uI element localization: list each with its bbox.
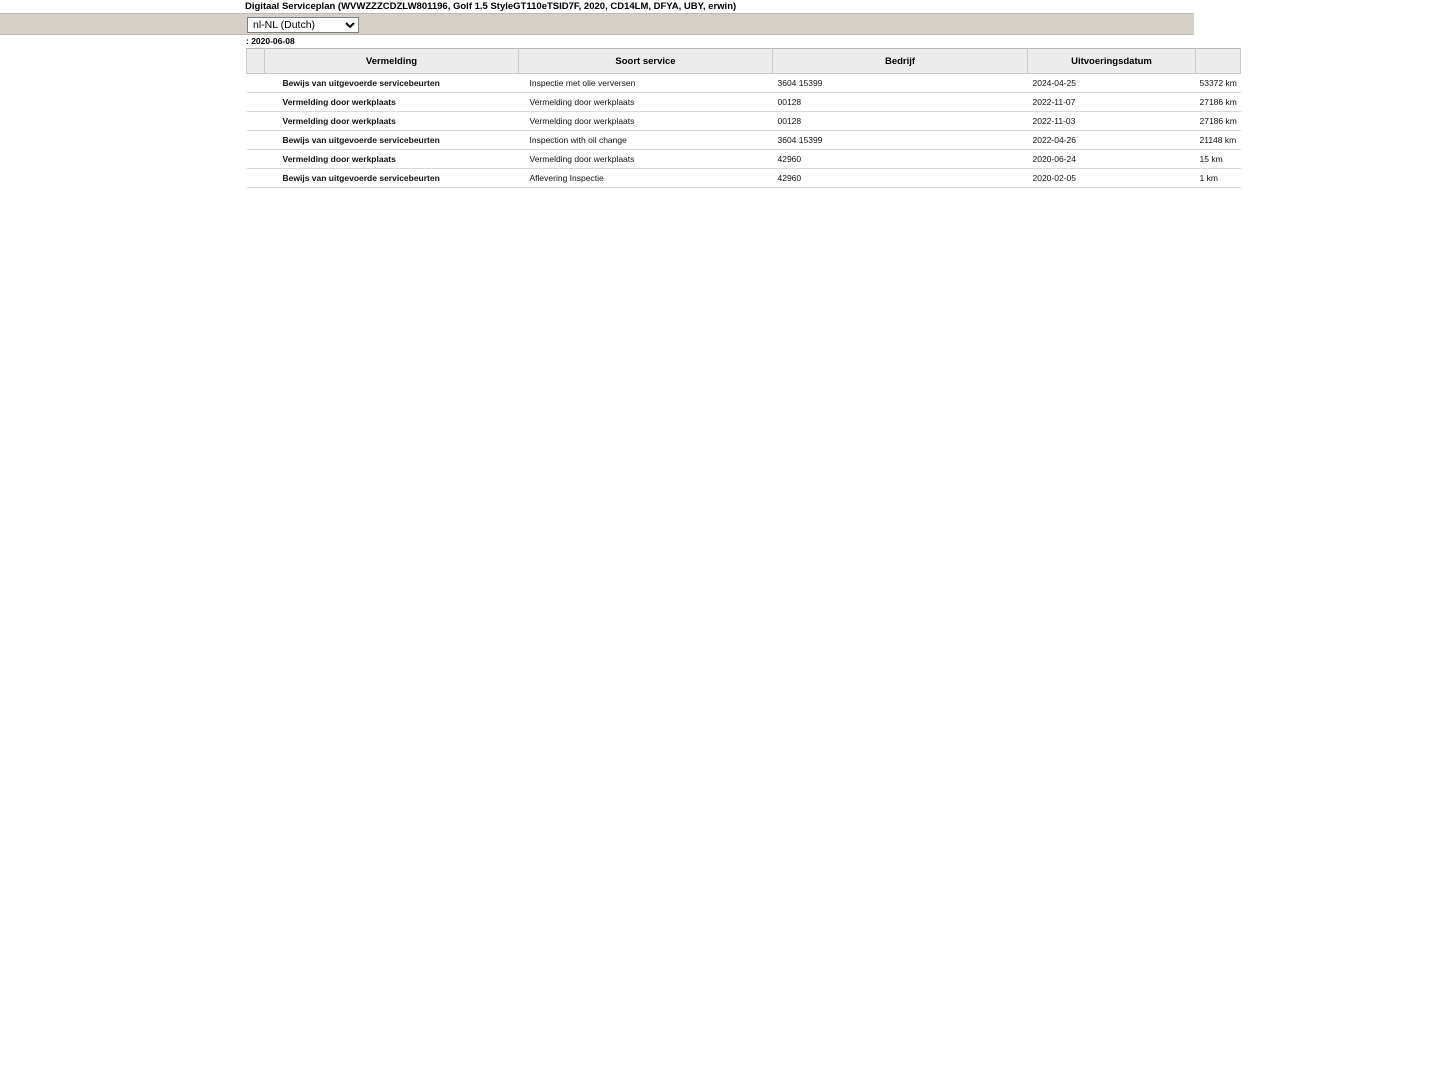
cell-vermelding: Bewijs van uitgevoerde servicebeurten [265,74,519,93]
language-toolbar [0,13,1194,35]
cell-vermelding: Vermelding door werkplaats [265,112,519,131]
cell-kilometerstand: 1 km [1196,169,1241,188]
language-select[interactable] [247,17,359,33]
cell-kilometerstand: 53372 km [1196,74,1241,93]
column-header-spacer-left [247,49,265,74]
row-spacer-cell [247,74,265,93]
service-history-table [246,48,1241,188]
page-title: Digitaal Serviceplan (WVWZZZCDZLW801196, Golf 1.5 StyleGT110eTSID7F, 2020, CD14LM, DFYA, UBY, erwin) [245,1,737,12]
cell-soort-service: Vermelding door werkplaats [519,112,773,131]
row-spacer-cell [247,131,265,150]
cell-bedrijf: 3604 15399 [773,74,1028,93]
row-spacer-cell [247,112,265,131]
cell-kilometerstand: 15 km [1196,150,1241,169]
cell-bedrijf: 42960 [773,150,1028,169]
cell-vermelding: Bewijs van uitgevoerde servicebeurten [265,131,519,150]
cell-uitvoeringsdatum: 2022-04-26 [1028,131,1196,150]
table-row[interactable] [247,150,1241,169]
report-date: : 2020-06-08 [246,36,295,46]
cell-vermelding: Vermelding door werkplaats [265,150,519,169]
cell-kilometerstand: 27186 km [1196,93,1241,112]
cell-soort-service: Inspectie met olie verversen [519,74,773,93]
table-row[interactable] [247,74,1241,93]
cell-uitvoeringsdatum: 2022-11-07 [1028,93,1196,112]
row-spacer-cell [247,150,265,169]
cell-kilometerstand: 27186 km [1196,112,1241,131]
column-header-vermelding[interactable]: Vermelding [265,49,519,74]
cell-bedrijf: 00128 [773,112,1028,131]
table-row[interactable] [247,112,1241,131]
cell-uitvoeringsdatum: 2022-11-03 [1028,112,1196,131]
cell-vermelding: Vermelding door werkplaats [265,93,519,112]
column-header-uitvoeringsdatum[interactable]: Uitvoeringsdatum [1028,49,1196,74]
cell-bedrijf: 3604 15399 [773,131,1028,150]
cell-soort-service: Inspection with oil change [519,131,773,150]
row-spacer-cell [247,93,265,112]
table-body [247,74,1241,188]
cell-bedrijf: 42960 [773,169,1028,188]
cell-vermelding: Bewijs van uitgevoerde servicebeurten [265,169,519,188]
column-header-soort-service[interactable]: Soort service [519,49,773,74]
cell-soort-service: Vermelding door werkplaats [519,150,773,169]
table-row[interactable] [247,169,1241,188]
table-header-row [247,49,1241,74]
table-row[interactable] [247,131,1241,150]
cell-uitvoeringsdatum: 2020-06-24 [1028,150,1196,169]
cell-soort-service: Aflevering Inspectie [519,169,773,188]
table-header [247,49,1241,74]
cell-uitvoeringsdatum: 2024-04-25 [1028,74,1196,93]
row-spacer-cell [247,169,265,188]
column-header-bedrijf[interactable]: Bedrijf [773,49,1028,74]
cell-soort-service: Vermelding door werkplaats [519,93,773,112]
service-history-table-wrapper [246,48,1237,188]
cell-uitvoeringsdatum: 2020-02-05 [1028,169,1196,188]
cell-kilometerstand: 21148 km [1196,131,1241,150]
column-header-kilometerstand [1196,49,1241,74]
table-row[interactable] [247,93,1241,112]
cell-bedrijf: 00128 [773,93,1028,112]
